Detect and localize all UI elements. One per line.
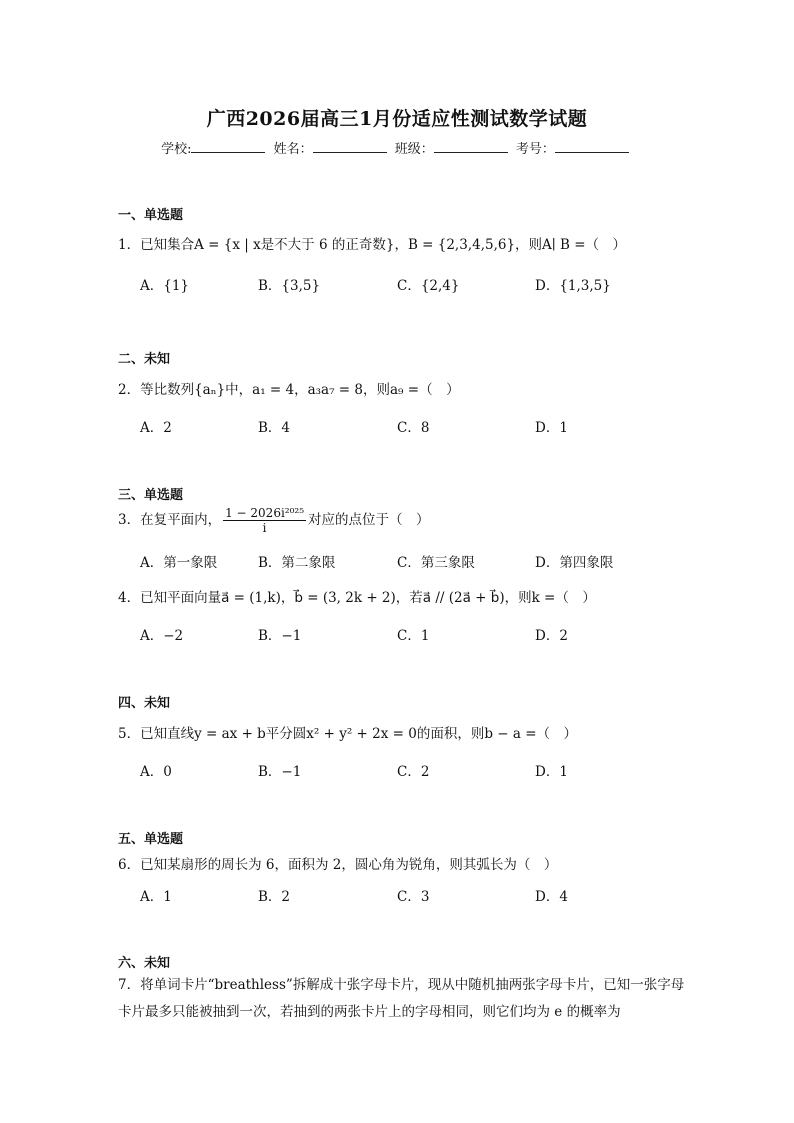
option-c[interactable]: C．1 [397,628,430,644]
school-blank[interactable] [191,140,265,153]
option-d[interactable]: D．4 [535,889,568,905]
page-title: 广西2026届高三1月份适应性测试数学试题 [206,108,588,130]
name-blank[interactable] [313,140,387,153]
section-heading: 五、单选题 [118,832,184,847]
fraction-denominator: i [262,521,267,535]
option-c[interactable]: C．{2,4} [397,278,460,294]
option-a[interactable]: A．2 [140,420,172,436]
option-d[interactable]: D．1 [535,420,568,436]
option-d[interactable]: D．2 [535,628,568,644]
question-5-stem: 5．已知直线y = ax + b平分圆x² + y² + 2x = 0的面积，则b − a =（ ） [118,726,578,742]
option-a[interactable]: A．1 [140,889,172,905]
option-c[interactable]: C．第三象限 [397,555,475,571]
exam-no-blank[interactable] [555,140,629,153]
option-b[interactable]: B．2 [258,889,291,905]
section-heading: 六、未知 [118,956,171,971]
option-a[interactable]: A．0 [140,764,172,780]
section-heading: 二、未知 [118,352,171,367]
fraction [223,506,306,535]
section-heading: 四、未知 [118,696,171,711]
option-a[interactable]: A．{1} [140,278,190,294]
question-3-stem-pre: 3．在复平面内， [118,512,222,528]
option-c[interactable]: C．3 [397,889,430,905]
question-3-stem-post: 对应的点位于（ ） [308,512,430,528]
option-d[interactable]: D．第四象限 [535,555,614,571]
option-b[interactable]: B．−1 [258,764,302,780]
exam-no-label: 考号： [515,142,555,157]
school-label: 学校: [161,142,192,157]
question-4-stem: 4．已知平面向量a⃗ = (1,k)，b⃗ = (3, 2k + 2)，若a⃗ // (2a⃗ + b⃗)，则k =（ ） [118,590,596,606]
option-d[interactable]: D．{1,3,5} [535,278,611,294]
section-heading: 三、单选题 [118,488,184,503]
option-c[interactable]: C．8 [397,420,430,436]
option-b[interactable]: B．第二象限 [258,555,336,571]
class-blank[interactable] [434,140,508,153]
question-2-stem: 2．等比数列{aₙ}中，a₁ = 4，a₃a₇ = 8，则a₉ =（ ） [118,382,460,398]
option-a[interactable]: A．−2 [140,628,184,644]
option-c[interactable]: C．2 [397,764,430,780]
option-b[interactable]: B．{3,5} [258,278,321,294]
name-label: 姓名： [273,142,313,157]
question-6-stem: 6．已知某扇形的周长为 6，面积为 2，圆心角为锐角，则其弧长为（ ） [118,857,558,873]
class-label: 班级： [394,142,434,157]
question-1-stem: 1．已知集合A = {x | x是不大于 6 的正奇数}，B = {2,3,4,5,6}，则A∣ B =（ ） [118,237,627,253]
section-heading: 一、单选题 [118,208,184,223]
fraction-numerator: 1 − 2026i²⁰²⁵ [225,506,305,520]
option-b[interactable]: B．4 [258,420,291,436]
student-info-line [0,138,794,157]
question-7-stem: 7．将单词卡片“breathless”拆解成十张字母卡片，现从中随机抽两张字母卡片，已知一张字母卡片最多只能被抽到一次，若抽到的两张卡片上的字母相同，则它们均为 e 的概率为 [118,977,685,1020]
option-d[interactable]: D．1 [535,764,568,780]
option-b[interactable]: B．−1 [258,628,302,644]
option-a[interactable]: A．第一象限 [140,555,218,571]
question-3-stem [118,506,430,535]
